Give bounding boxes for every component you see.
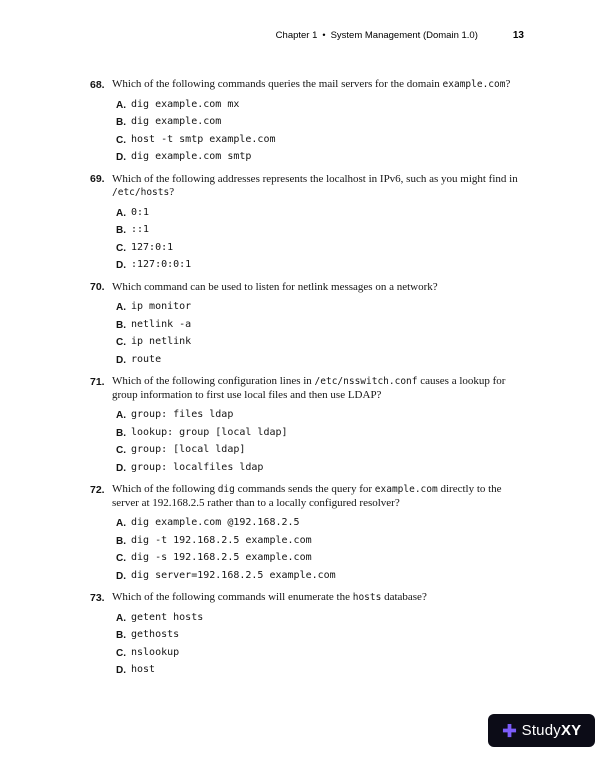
option-text: [131, 533, 312, 551]
options-list: [112, 515, 524, 585]
question-prompt: [112, 483, 524, 510]
option-text: [131, 149, 251, 167]
inline-code: group: [local ldap]: [131, 444, 246, 455]
option-text: [131, 205, 149, 223]
option-row: [116, 550, 524, 568]
brand-name: [522, 722, 582, 739]
option-letter: A.: [116, 518, 126, 529]
section-title: System Management (Domain 1.0): [330, 30, 478, 41]
question-body: [112, 78, 524, 167]
option-letter: A.: [116, 302, 126, 313]
option-text: [131, 550, 312, 568]
text-run: causes a lookup for group information to first use local files and then use LDAP?: [112, 375, 506, 401]
option-text: [131, 114, 221, 132]
question-number: 68.: [90, 78, 105, 91]
option-row: [116, 645, 524, 663]
option-text: [131, 257, 191, 275]
option-letter: B.: [116, 427, 126, 439]
question-number: 71.: [90, 375, 105, 388]
option-row: [116, 132, 524, 150]
option-row: [116, 299, 524, 317]
option-letter: D.: [116, 462, 126, 474]
option-row: [116, 149, 524, 167]
inline-code: gethosts: [131, 629, 180, 640]
question-item: [90, 483, 524, 585]
inline-code: dig -t 192.168.2.5 example.com: [131, 534, 312, 546]
page-number: 13: [512, 30, 524, 41]
studyxy-logo: [488, 714, 595, 747]
option-text: [131, 222, 149, 240]
inline-code: dig example.com: [131, 116, 222, 127]
option-letter: A.: [116, 99, 126, 111]
inline-code: dig example.com @192.168.2.5: [131, 517, 300, 528]
option-text: [131, 627, 179, 645]
options-list: [112, 97, 524, 167]
question-prompt: [112, 591, 524, 605]
option-row: [116, 568, 524, 586]
option-letter: D.: [116, 570, 126, 582]
option-row: [116, 442, 524, 460]
options-list: [112, 407, 524, 477]
option-row: [116, 460, 524, 478]
question-prompt: [112, 78, 524, 92]
option-letter: D.: [116, 665, 126, 676]
option-text: [131, 460, 263, 478]
option-letter: A.: [116, 207, 126, 219]
option-text: [131, 334, 191, 352]
text-run: commands sends the query for: [234, 483, 375, 495]
question-body: [112, 173, 524, 275]
question-item: [90, 281, 524, 370]
option-letter: B.: [116, 319, 126, 331]
question-item: [90, 173, 524, 275]
option-row: [116, 610, 524, 628]
inline-code: hosts: [352, 592, 382, 603]
option-text: [131, 317, 191, 335]
option-text: [131, 352, 161, 370]
option-row: [116, 257, 524, 275]
question-prompt: [112, 173, 524, 200]
option-row: [116, 334, 524, 352]
inline-code: lookup: group [local ldap]: [131, 426, 288, 438]
option-row: [116, 205, 524, 223]
option-row: [116, 662, 524, 680]
question-body: [112, 483, 524, 585]
option-letter: C.: [116, 134, 126, 146]
inline-code: example.com: [442, 79, 506, 90]
question-number: 72.: [90, 483, 105, 496]
option-letter: B.: [116, 225, 126, 236]
option-letter: C.: [116, 337, 126, 348]
inline-code: ip monitor: [131, 301, 192, 312]
text-run: Which of the following commands queries the mail servers for the domain: [112, 78, 443, 90]
option-letter: C.: [116, 553, 126, 564]
inline-code: dig server=192.168.2.5 example.com: [131, 569, 336, 581]
option-text: [131, 299, 191, 317]
inline-code: dig example.com mx: [131, 98, 240, 110]
options-list: [112, 299, 524, 369]
chapter-label: Chapter 1: [275, 30, 318, 41]
question-number: 70.: [90, 281, 105, 293]
question-number: 73.: [90, 591, 105, 604]
text-run: Which of the following addresses represents the localhost in IPv6, such as you might find in: [112, 172, 518, 185]
option-text: [131, 407, 233, 425]
option-letter: B.: [116, 535, 126, 547]
option-letter: C.: [116, 445, 126, 456]
option-row: [116, 222, 524, 240]
inline-code: ip netlink: [131, 336, 192, 347]
option-text: [131, 610, 203, 628]
option-letter: C.: [116, 242, 126, 254]
inline-code: netlink -a: [131, 318, 192, 330]
chapter-heading: [276, 30, 478, 41]
option-row: [116, 425, 524, 443]
option-letter: D.: [116, 354, 126, 366]
option-row: [116, 240, 524, 258]
option-text: [131, 132, 276, 150]
option-letter: D.: [116, 260, 126, 271]
option-row: [116, 317, 524, 335]
question-item: [90, 78, 524, 167]
text-run: directly to the server at 192.168.2.5 rather than to a locally configured resolver?: [112, 483, 502, 509]
option-row: [116, 533, 524, 551]
option-text: [131, 442, 245, 460]
option-letter: A.: [116, 612, 126, 624]
inline-code: group: files ldap: [131, 409, 234, 420]
inline-code: /etc/hosts: [112, 187, 170, 198]
plus-icon: [502, 723, 517, 738]
question-number: 69.: [90, 173, 105, 185]
option-row: [116, 407, 524, 425]
option-row: [116, 515, 524, 533]
option-text: [131, 645, 179, 663]
inline-code: group: localfiles ldap: [131, 461, 264, 473]
option-text: [131, 425, 288, 443]
text-run: Which of the following commands will enumerate the: [112, 591, 353, 603]
inline-code: :127:0:0:1: [131, 259, 192, 270]
question-prompt: [112, 375, 524, 402]
inline-code: dig example.com smtp: [131, 151, 252, 162]
question-item: [90, 375, 524, 477]
inline-code: ::1: [131, 224, 150, 235]
options-list: [112, 610, 524, 680]
option-text: [131, 662, 155, 680]
inline-code: example.com: [374, 484, 438, 495]
question-body: [112, 281, 524, 370]
option-row: [116, 114, 524, 132]
inline-code: host -t smtp example.com: [131, 133, 276, 145]
text-run: Which of the following configuration lines in: [112, 375, 315, 387]
inline-code: dig: [217, 484, 235, 495]
option-letter: A.: [116, 410, 126, 421]
text-run: ?: [505, 78, 511, 90]
question-item: [90, 591, 524, 680]
questions-list: [90, 78, 524, 686]
option-row: [116, 627, 524, 645]
inline-code: route: [131, 353, 162, 365]
inline-code: /etc/nsswitch.conf: [314, 376, 418, 387]
bullet-separator: •: [322, 30, 326, 40]
page-header: [90, 30, 524, 41]
question-body: [112, 591, 524, 680]
option-letter: C.: [116, 647, 126, 659]
option-text: [131, 515, 300, 533]
text-run: database?: [381, 591, 427, 603]
option-text: [131, 97, 239, 115]
brand-name-bold: XY: [560, 722, 582, 739]
option-letter: B.: [116, 117, 126, 128]
text-run: Which of the following: [112, 483, 218, 495]
question-body: [112, 375, 524, 477]
inline-code: getent hosts: [131, 611, 204, 623]
option-text: [131, 240, 173, 258]
option-letter: B.: [116, 630, 126, 641]
inline-code: dig -s 192.168.2.5 example.com: [131, 552, 312, 563]
inline-code: 0:1: [131, 206, 150, 218]
text-run: Which command can be used to listen for netlink messages on a network?: [112, 280, 438, 293]
option-text: [131, 568, 336, 586]
brand-name-regular: Study: [521, 722, 561, 739]
text-run: ?: [169, 186, 175, 198]
inline-code: 127:0:1: [131, 241, 174, 253]
option-letter: D.: [116, 152, 126, 163]
option-row: [116, 97, 524, 115]
options-list: [112, 205, 524, 275]
inline-code: host: [131, 664, 156, 675]
option-row: [116, 352, 524, 370]
question-prompt: [112, 281, 524, 295]
inline-code: nslookup: [131, 646, 180, 658]
